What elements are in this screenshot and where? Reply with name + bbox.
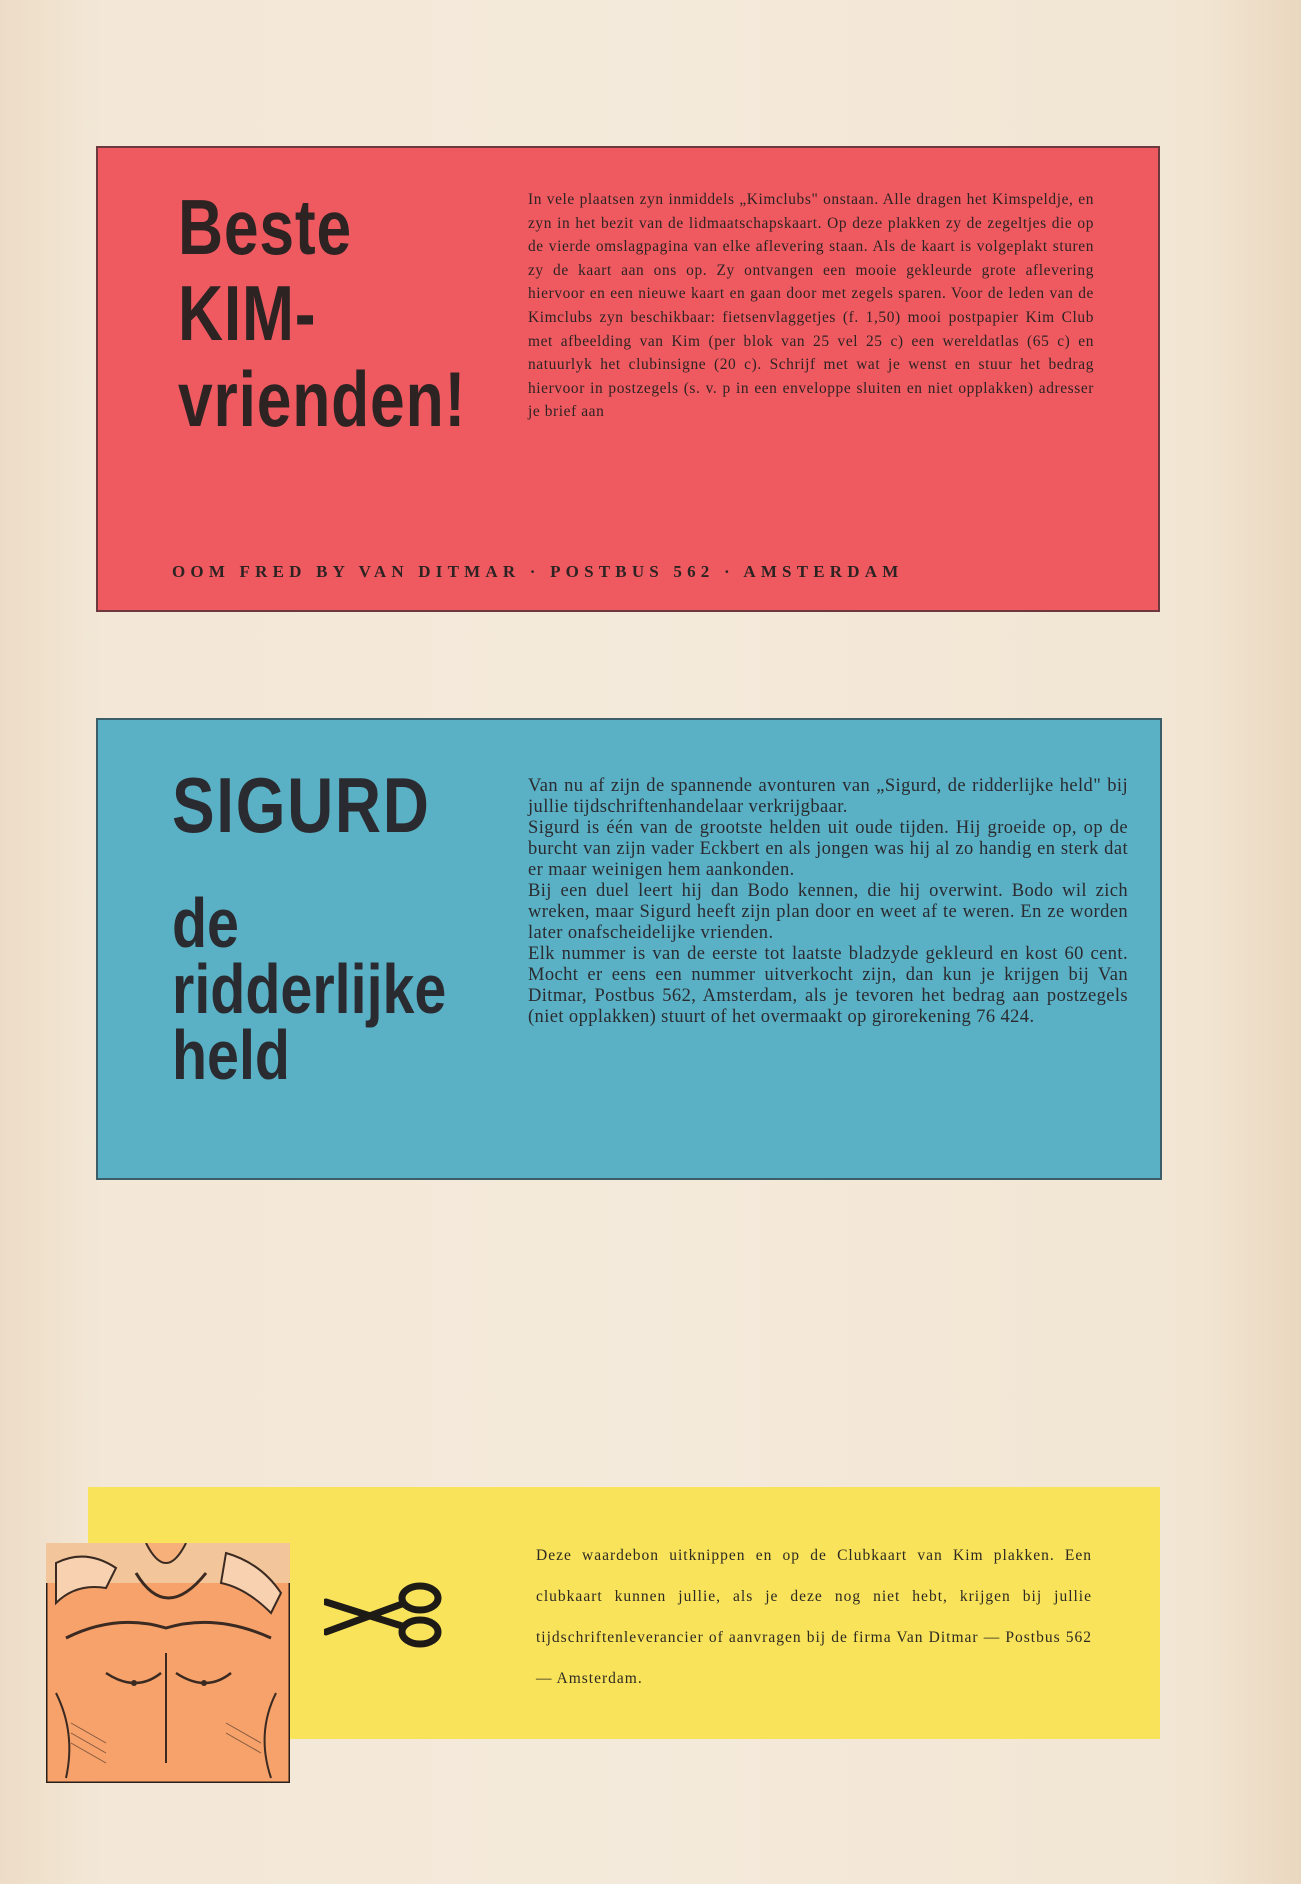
sigurd-paragraph-4: Elk nummer is van de eerste tot laatste bladzyde gekleurd en kost 60 cent. Mocht er eens een nummer uitverkocht zijn, dan kun je krijgen bij Van Ditmar, Postbus 562, Amsterdam, als je tevoren het bedrag aan postzegels (niet opplakken) stuurt of het overmaakt op girorekening 76 424. [528, 944, 1128, 1027]
sigurd-panel [96, 718, 1162, 1180]
kim-club-panel [96, 146, 1160, 612]
sigurd-subtitle-line-2: ridderlijke [172, 950, 447, 1028]
sigurd-title: SIGURD [172, 761, 431, 849]
sigurd-subtitle-line-1: de [172, 884, 239, 962]
comic-figure-image [46, 1543, 290, 1783]
sigurd-paragraph-1: Van nu af zijn de spannende avonturen van „Sigurd, de ridderlijke held" bij jullie tijdschriftenhandelaar verkrijgbaar. [528, 776, 1128, 817]
kim-title-line-3: vrienden! [178, 355, 467, 443]
scissors-icon [324, 1580, 446, 1650]
coupon-text: Deze waardebon uitknippen en op de Clubkaart van Kim plakken. Een clubkaart kunnen jullie, als je deze nog niet hebt, krijgen bij jullie tijdschriftenleverancier of aanvragen bij de firma Van Ditmar — Postbus 562 — Amsterdam. [536, 1547, 1092, 1687]
kim-panel-address: OOM FRED BY VAN DITMAR · POSTBUS 562 · AMSTERDAM [172, 562, 904, 581]
kim-title-line-1: Beste [178, 183, 352, 271]
sigurd-subtitle [172, 884, 447, 1094]
sigurd-panel-body [528, 776, 1128, 1028]
kim-title-line-2: KIM- [178, 269, 317, 357]
kim-panel-body: In vele plaatsen zyn inmiddels „Kimclubs" onstaan. Alle dragen het Kimspeldje, en zyn in het bezit van de lidmaatschapskaart. Op deze plakken zy de zegeltjes die op de vierde omslagpagina van elke aflevering staan. Als de kaart is volgeplakt sturen zy de kaart aan ons op. Zy ontvangen een mooie gekleurde grote aflevering hiervoor en een nieuwe kaart en gaan door met zegels sparen. Voor de leden van de Kimclubs zyn beschikbaar: fietsenvlaggetjes (f. 1,50) mooi postpapier Kim Club met afbeelding van Kim (per blok van 25 vel 25 c) een wereldatlas (65 c) en natuurlyk het clubinsigne (20 c). Schrijf met wat je wenst en stuur het bedrag hiervoor in postzegels (s. v. p in een enveloppe sluiten en niet opplakken) adresser je brief aan [528, 191, 1094, 421]
sigurd-subtitle-line-3: held [172, 1016, 291, 1094]
sigurd-paragraph-2: Sigurd is één van de grootste helden uit oude tijden. Hij groeide op, op de burcht van zijn vader Eckbert en als jongen was hij al zo handig en sterk dat er maar weinigen hem aankonden. [528, 818, 1128, 880]
sigurd-paragraph-3: Bij een duel leert hij dan Bodo kennen, die hij overwint. Bodo wil zich wreken, maar Sigurd heeft zijn plan door en weet af te weren. En ze worden later onafscheidelijke vrienden. [528, 881, 1128, 943]
kim-panel-title [178, 183, 467, 443]
